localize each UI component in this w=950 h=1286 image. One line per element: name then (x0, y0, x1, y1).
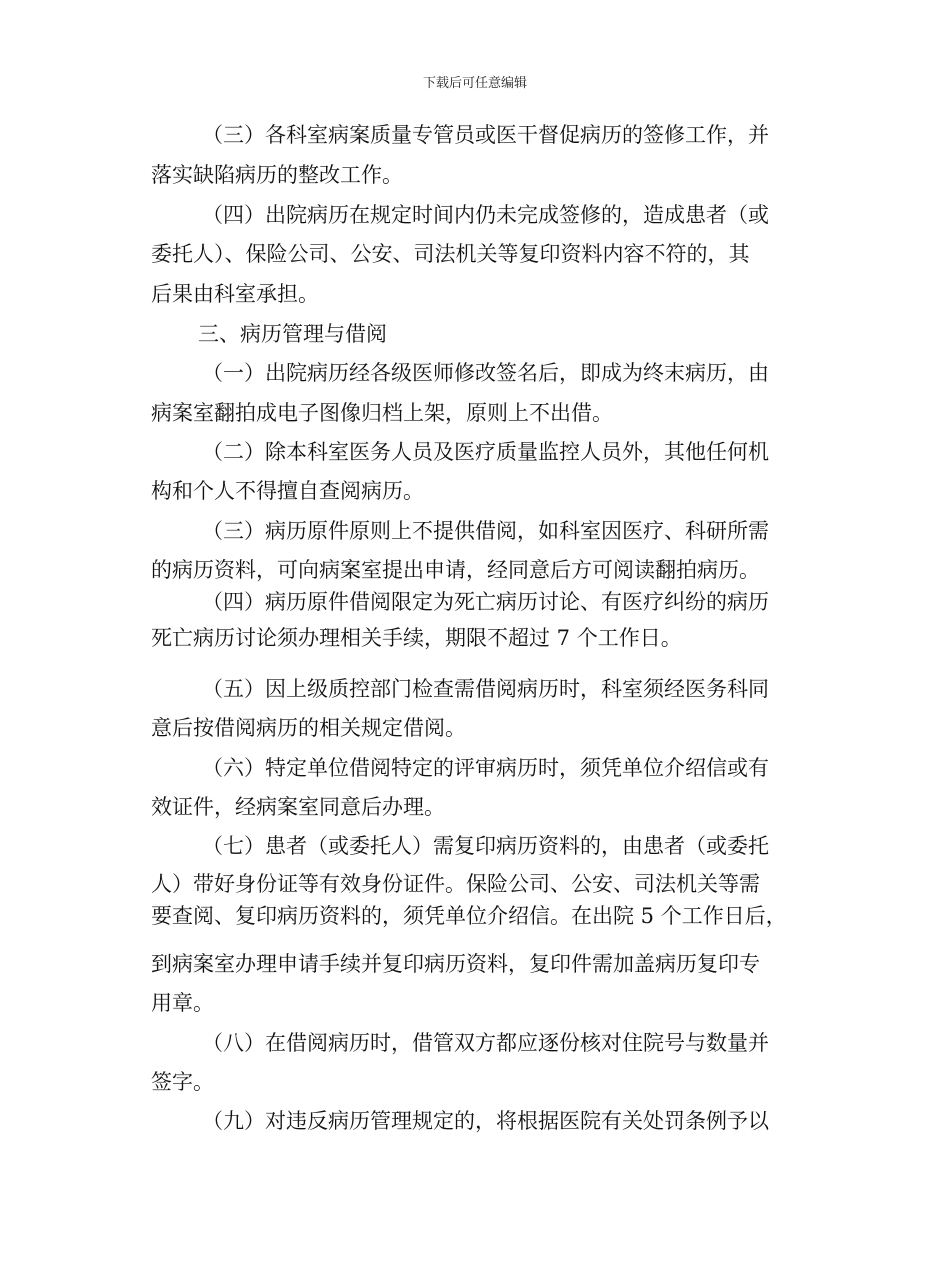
text-line: 构和个人不得擅自查阅病历。 (151, 479, 424, 503)
text-line: （九）对违反病历管理规定的，将根据医院有关处罚条例予以 (202, 1109, 769, 1133)
text-line: （一）出院病历经各级医师修改签名后，即成为终末病历，由 (202, 361, 769, 385)
text-line: （三）病历原件原则上不提供借阅，如科室因医疗、科研所需 (202, 519, 769, 543)
text-line: 人）带好身份证等有效身份证件。保险公司、公安、司法机关等需 (151, 872, 760, 896)
section-heading: 三、病历管理与借阅 (198, 322, 387, 346)
text-line: 委托人）、保险公司、公安、司法机关等复印资料内容不符的，其 (151, 242, 750, 266)
text-line: 用章。 (151, 991, 214, 1015)
text-line: 的病历资料，可向病案室提出申请，经同意后方可阅读翻拍病历。 (151, 558, 760, 582)
text-line: （六）特定单位借阅特定的评审病历时，须凭单位介绍信或有 (202, 756, 769, 780)
text-line: 死亡病历讨论须办理相关手续，期限不超过 7 个工作日。 (151, 626, 682, 650)
text-line: （四）出院病历在规定时间内仍未完成签修的，造成患者（或 (202, 203, 769, 227)
text-line: 效证件，经病案室同意后办理。 (151, 795, 445, 819)
text-line: （八）在借阅病历时，借管双方都应逐份核对住院号与数量并 (202, 1031, 769, 1055)
text-line: 后果由科室承担。 (151, 282, 319, 306)
text-line: （七）患者（或委托人）需复印病历资料的，由患者（或委托 (202, 834, 769, 858)
text-line: 落实缺陷病历的整改工作。 (151, 163, 403, 187)
text-line: 意后按借阅病历的相关规定借阅。 (151, 716, 466, 740)
text-line: （五）因上级质控部门检查需借阅病历时，科室须经医务科同 (202, 677, 769, 701)
text-line: 签字。 (151, 1070, 214, 1094)
text-line: （三）各科室病案质量专管员或医干督促病历的签修工作，并 (202, 123, 769, 147)
text-line: 到病案室办理申请手续并复印病历资料，复印件需加盖病历复印专 (151, 952, 760, 976)
text-line: （二）除本科室医务人员及医疗质量监控人员外，其他任何机 (202, 440, 769, 464)
text-line: 要查阅、复印病历资料的，须凭单位介绍信。在出院 5 个工作日后， (151, 904, 787, 928)
text-line: 病案室翻拍成电子图像归档上架，原则上不出借。 (151, 401, 613, 425)
text-line: （四）病历原件借阅限定为死亡病历讨论、有医疗纠纷的病历 (202, 590, 769, 614)
page-header: 下载后可任意编辑 (422, 76, 527, 91)
